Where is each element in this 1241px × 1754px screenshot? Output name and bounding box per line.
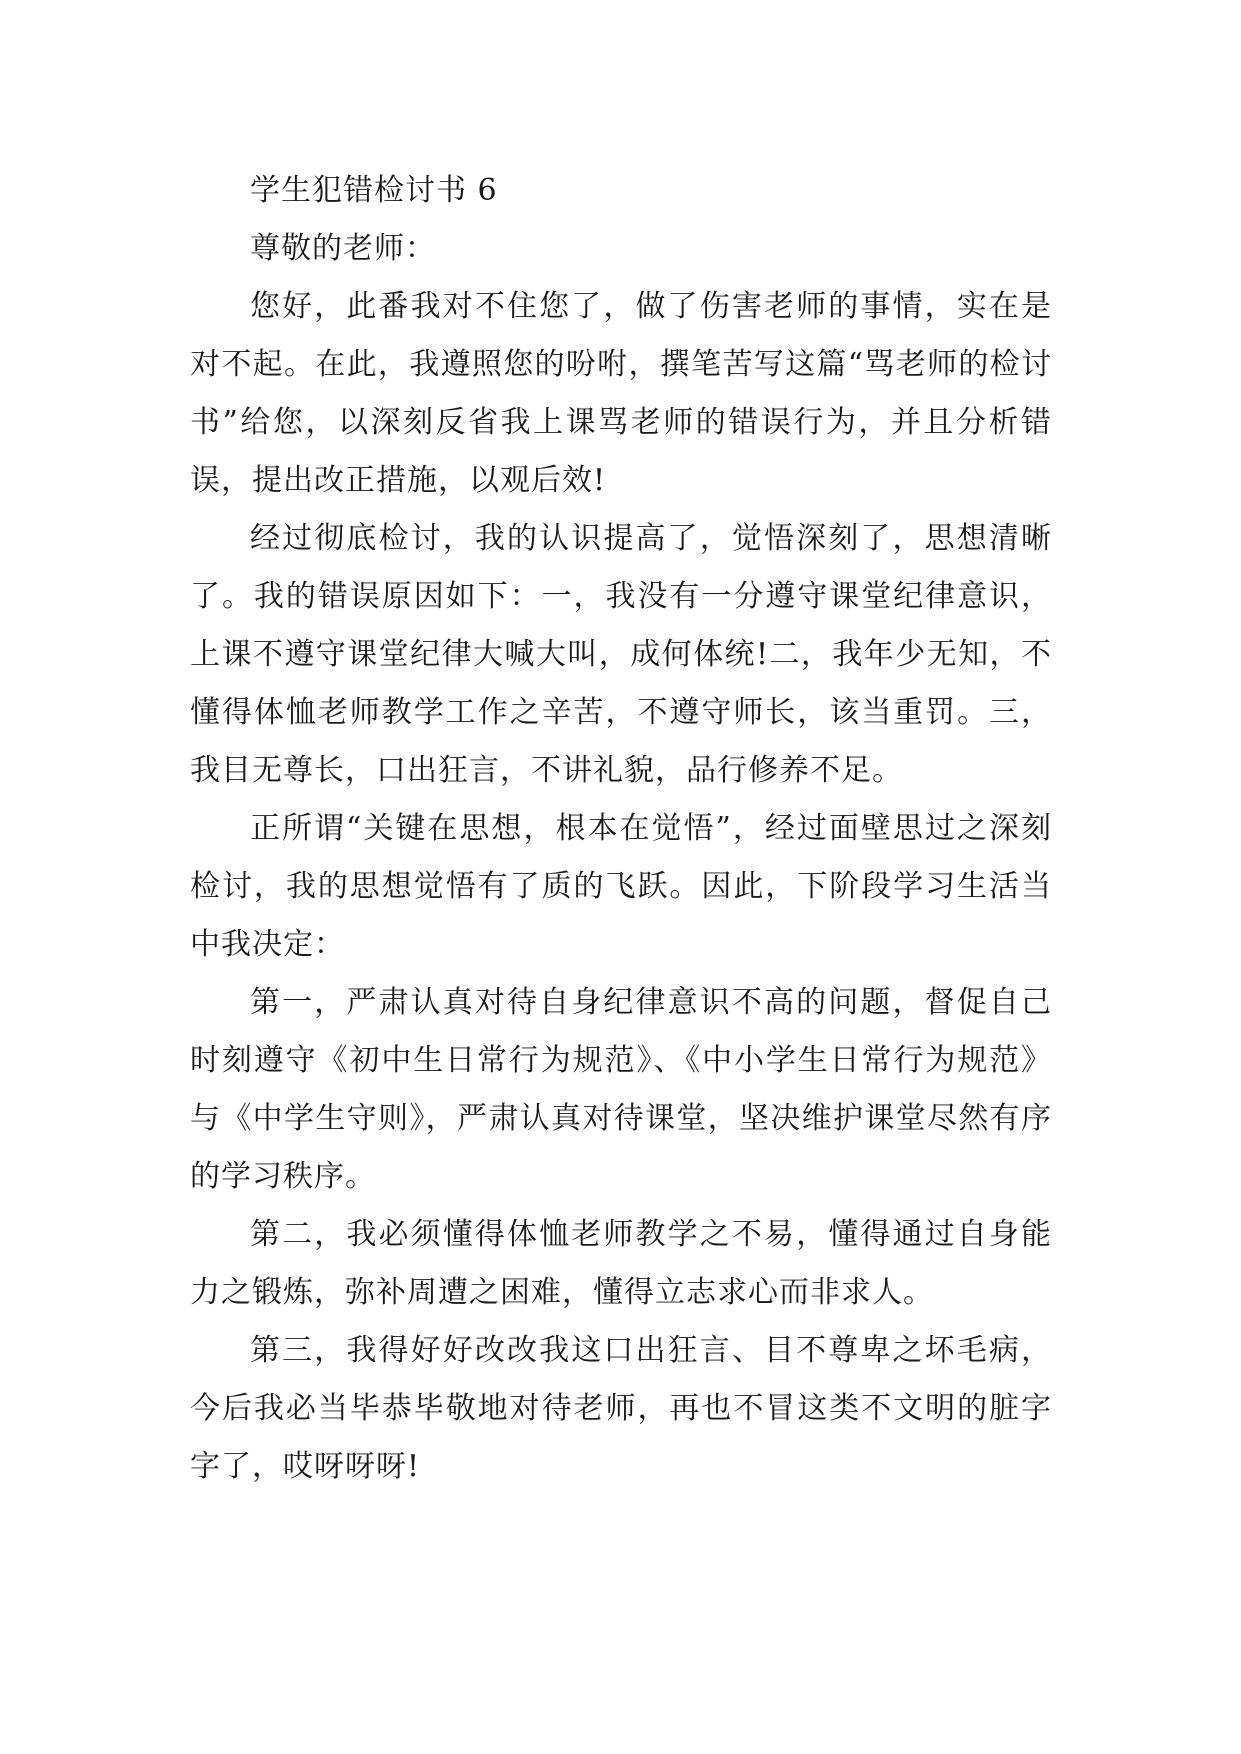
paragraph-reasons: 经过彻底检讨，我的认识提高了，觉悟深刻了，思想清晰了。我的错误原因如下：一，我没有一分遵守课堂纪律意识，上课不遵守课堂纪律大喊大叫，成何体统!二，我年少无知，不懂得体恤老师教学工作之辛苦，不遵守师长，该当重罚。三，我目无尊长，口出狂言，不讲礼貌，品行修养不足。: [190, 521, 1052, 788]
paragraph-first: 第一，严肃认真对待自身纪律意识不高的问题，督促自己时刻遵守《初中生日常行为规范》、《中小学生日常行为规范》与《中学生守则》，严肃认真对待课堂，坚决维护课堂尽然有序的学习秩序。: [190, 985, 1052, 1194]
paragraph-second: 第二，我必须懂得体恤老师教学之不易，懂得通过自身能力之锻炼，弥补周遭之困难，懂得立志求心而非求人。: [190, 1217, 1052, 1310]
paragraph-greeting: 您好，此番我对不住您了，做了伤害老师的事情，实在是对不起。在此，我遵照您的吩咐，撰笔苦写这篇“骂老师的检讨书”给您，以深刻反省我上课骂老师的错误行为，并且分析错误，提出改正措施，以观后效!: [190, 289, 1052, 498]
document-body: [190, 162, 1052, 1496]
salutation: 尊敬的老师：: [250, 231, 436, 266]
paragraph-third: 第三，我得好好改改我这口出狂言、目不尊卑之坏毛病，今后我必当毕恭毕敬地对待老师，再也不冒这类不文明的脏字字了，哎呀呀呀!: [190, 1333, 1052, 1484]
document-title: 学生犯错检讨书 6: [250, 173, 498, 208]
paragraph-decision: 正所谓“关键在思想，根本在觉悟”，经过面壁思过之深刻检讨，我的思想觉悟有了质的飞跃。因此，下阶段学习生活当中我决定：: [190, 811, 1052, 962]
